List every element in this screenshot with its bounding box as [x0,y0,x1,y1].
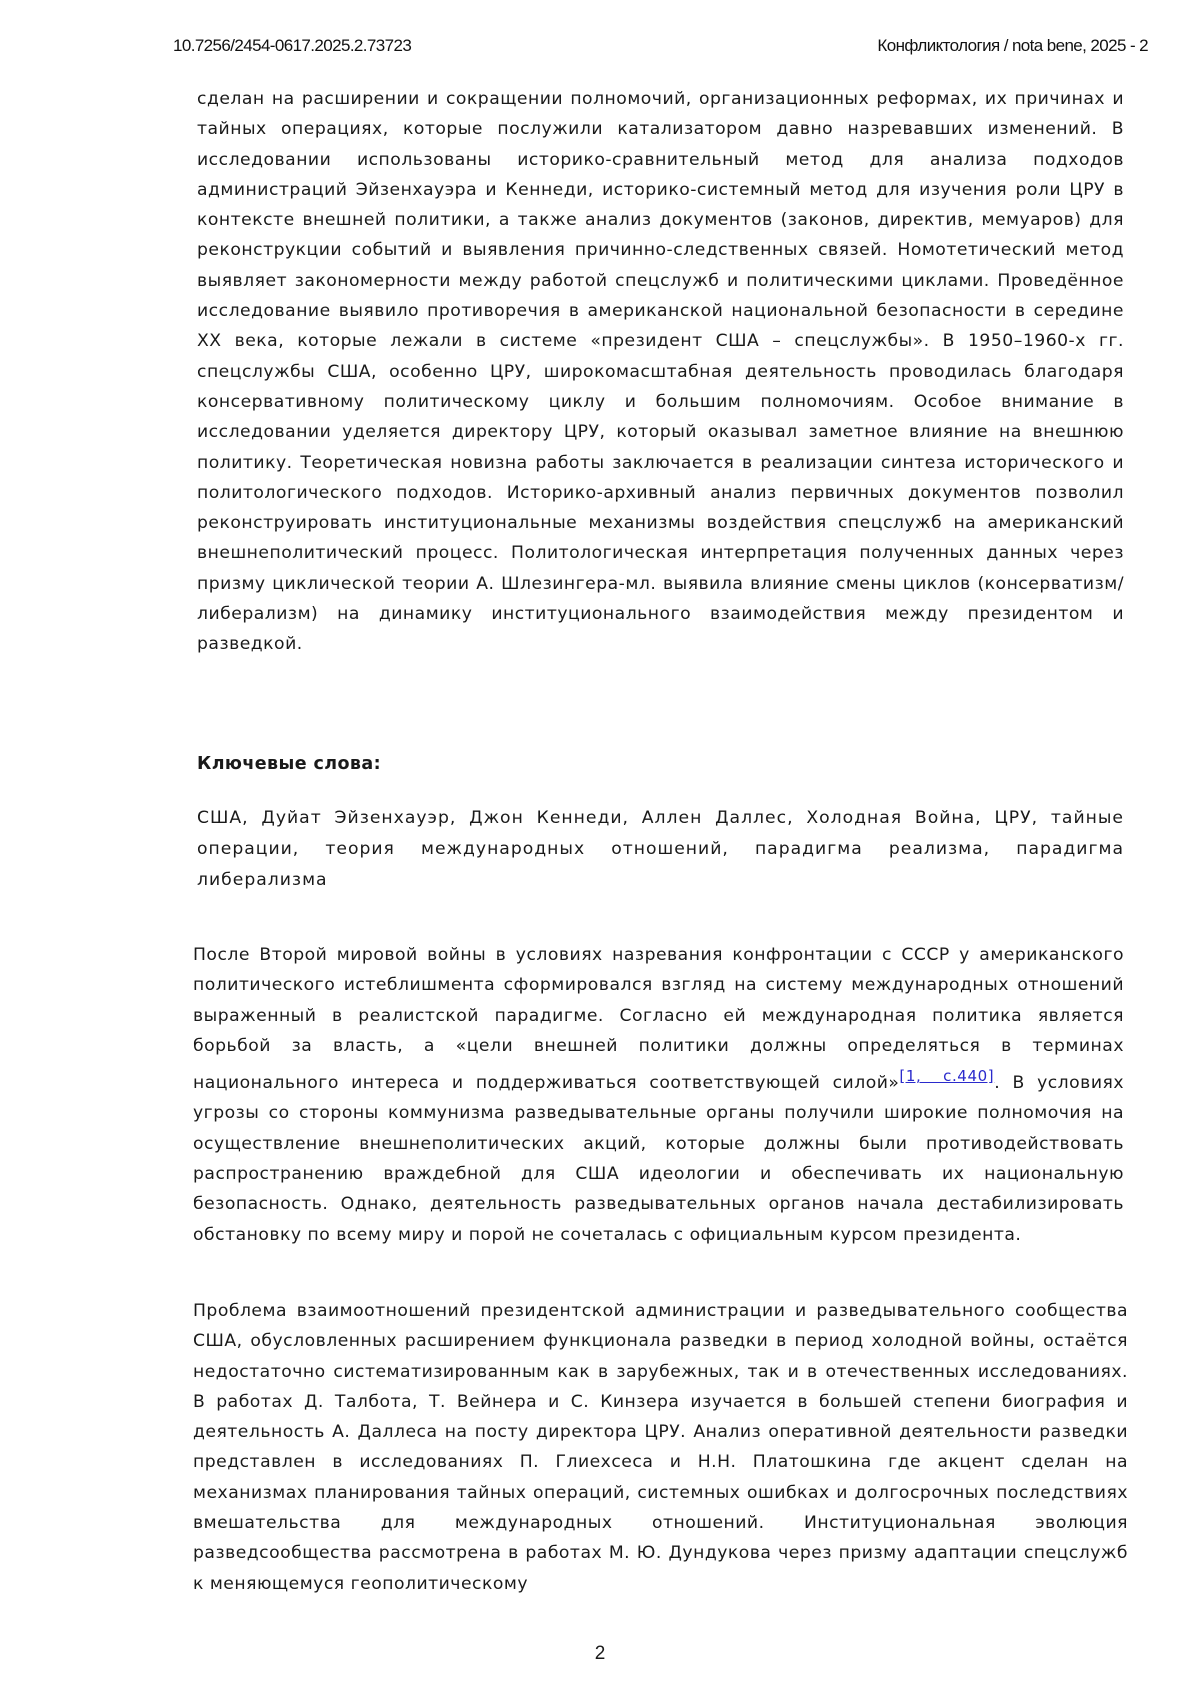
body-paragraph-1-text: После Второй мировой войны в условиях назревания конфронтации с СССР у американского политического истеблишмента сформировался взгляд на систему международных отношений выраженный в реалистской парадигме. Согласно ей международная политика является борьбой за власть, а «цели внешней политики должны определяться в терминах национального интереса и поддерживаться соответствующей силой» [193,945,1124,1094]
body-paragraph-1-continuation: . В условиях угрозы со стороны коммунизма разведывательные органы получили широкие полномочия на осуществление внешнеполитических акций, которые должны были противодействовать распространению враждебной для США идеологии и обеспечивать их национальную безопасность. Однако, деятельность разведывательных органов начала дестабилизировать обстановку по всему миру и порой не сочеталась с официальным курсом президента. [193,1073,1124,1245]
keywords-heading: Ключевые слова: [197,754,381,774]
keywords-list: США, Дуйат Эйзенхауэр, Джон Кеннеди, Аллен Даллес, Холодная Война, ЦРУ, тайные операции, теория международных отношений, парадигма реализма, парадигма либерализма [197,808,1124,890]
citation-link[interactable]: [1, с.440] [899,1067,995,1086]
body-paragraph-2: Проблема взаимоотношений президентской администрации и разведывательного сообщества США, обусловленных расширением функционала разведки в период холодной войны, остаётся недостаточно систематизированным как в зарубежных, так и в отечественных исследованиях. В работах Д. Талбота, Т. Вейнера и С. Кинзера изучается в большей степени биография и деятельность А. Даллеса на посту директора ЦРУ. Анализ оперативной деятельности разведки представлен в исследованиях П. Глиехсеса и Н.Н. Платошкина где акцент сделан на механизмах планирования тайных операций, системных ошибках и долгосрочных последствиях вмешательства для международных отношений. Институциональная эволюция разведсообщества рассмотрена в работах М. Ю. Дундукова через призму адаптации спецслужб к меняющемуся геополитическому [193,1301,1128,1594]
article-doi[interactable]: 10.7256/2454-0617.2025.2.73723 [173,36,412,55]
journal-title: Конфликтология / nota bene, 2025 - 2 [877,36,1148,55]
page-number: 2 [594,1643,606,1664]
running-header [173,36,1148,60]
abstract-paragraph: сделан на расширении и сокращении полномочий, организационных реформах, их причинах и тайных операциях, которые послужили катализатором давно назревавших изменений. В исследовании использованы историко-сравнительный метод для анализа подходов администраций Эйзенхауэра и Кеннеди, историко-системный метод для изучения роли ЦРУ в контексте внешней политики, а также анализ документов (законов, директив, мемуаров) для реконструкции событий и выявления причинно-следственных связей. Номотетический метод выявляет закономерности между работой спецслужб и политическими циклами. Проведённое исследование выявило противоречия в американской национальной безопасности в середине XX века, которые лежали в системе «президент США – спецслужбы». В 1950–1960-х гг. спецслужбы США, особенно ЦРУ, широкомасштабная деятельность проводилась благодаря консервативному политическому циклу и большим полномочиям. Особое внимание в исследовании уделяется директору ЦРУ, который оказывал заметное влияние на внешнюю политику. Теоретическая новизна работы заключается в реализации синтеза исторического и политологического подходов. Историко-архивный анализ первичных документов позволил реконструировать институциональные механизмы воздействия спецслужб на американский внешнеполитический процесс. Политологическая интерпретация полученных данных через призму циклической теории А. Шлезингера-мл. выявила влияние смены циклов (консерватизм/либерализм) на динамику институционального взаимодействия между президентом и разведкой. [197,89,1124,655]
body-paragraph-1 [193,940,1124,1250]
